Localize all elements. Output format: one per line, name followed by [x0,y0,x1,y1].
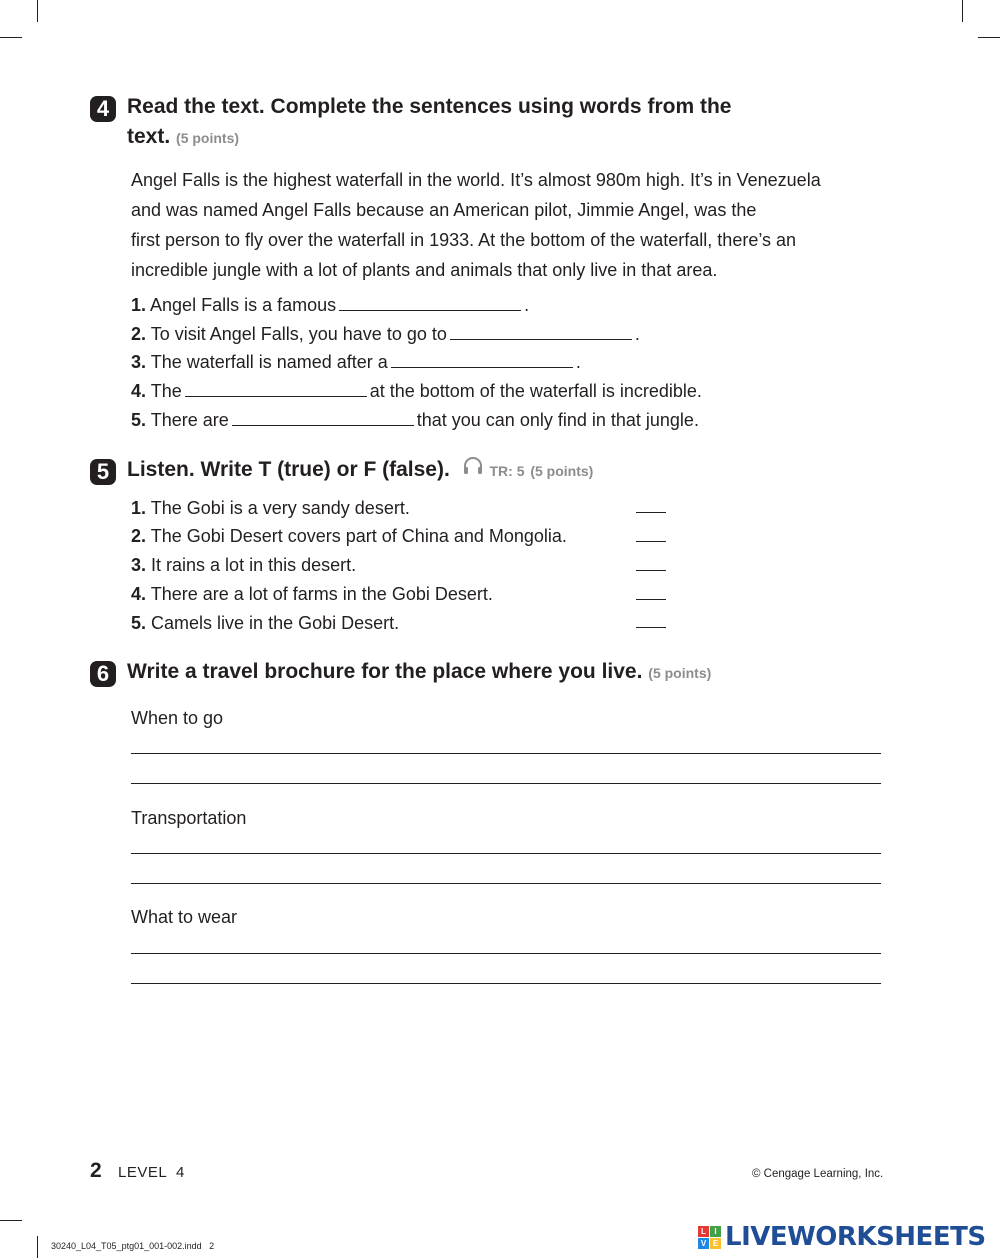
tf-answer-line[interactable] [636,599,666,600]
item-number: 4. [131,381,147,401]
writing-line[interactable] [131,853,881,854]
writing-line[interactable] [131,953,881,954]
brochure-prompt: When to go [131,708,224,728]
file-slug: 30240_L04_T05_ptg01_001-002.indd 2 [51,1241,215,1251]
tf-answer-line[interactable] [636,627,666,628]
section-number-badge: 6 [90,661,116,687]
copyright-notice: © Cengage Learning, Inc. [752,1168,884,1180]
completion-item [131,379,702,403]
passage-line: Angel Falls is the highest waterfall in the world. It’s almost 980m high. It’s in Venezuela [131,170,821,190]
section-heading [127,92,827,153]
item-text: There are [150,410,229,430]
logo-mark [698,1226,721,1249]
points-label: (5 points) [530,463,594,480]
answer-blank[interactable] [450,323,632,340]
item-number: 4. [131,584,147,604]
item-text: The waterfall is named after a [150,352,388,372]
section-number-badge: 5 [90,459,116,485]
answer-blank[interactable] [185,380,367,397]
item-text: The Gobi is a very sandy desert. [150,498,410,518]
section-number-badge: 4 [90,96,116,122]
item-text: . [524,295,530,315]
item-number: 5. [131,410,147,430]
logo-letter: V [698,1238,709,1249]
crop-mark [0,1220,22,1221]
tf-answer-line[interactable] [636,541,666,542]
writing-line[interactable] [131,983,881,984]
section-heading [127,455,593,486]
tf-item [131,496,410,520]
writing-line[interactable] [131,883,881,884]
heading-line [127,122,827,153]
item-number: 3. [131,555,147,575]
crop-mark [37,1236,38,1258]
answer-blank[interactable] [391,351,573,368]
passage-line: incredible jungle with a lot of plants and animals that only live in that area. [131,260,718,280]
item-text: There are a lot of farms in the Gobi Desert. [150,584,493,604]
writing-line[interactable] [131,753,881,754]
item-text: Angel Falls is a famous [150,295,337,315]
completion-item [131,408,699,432]
heading-text: text. [127,125,171,148]
heading-line: Read the text. Complete the sentences using words from the [127,95,732,118]
tf-item [131,611,399,635]
headphones-icon [462,455,484,486]
tf-item [131,553,356,577]
item-number: 2. [131,324,147,344]
logo-letter: E [710,1238,721,1249]
passage-line: and was named Angel Falls because an American pilot, Jimmie Angel, was the [131,200,757,220]
crop-mark [0,37,22,38]
points-label: (5 points) [176,130,240,146]
page-number: 2 [90,1159,102,1182]
heading-text: Listen. Write T (true) or F (false). [127,458,450,482]
liveworksheets-logo[interactable] [698,1222,986,1252]
track-label: TR: 5 [489,463,525,480]
writing-line[interactable] [131,783,881,784]
item-number: 1. [131,295,147,315]
crop-mark [978,37,1000,38]
logo-wordmark: LIVEWORKSHEETS [725,1222,986,1252]
brochure-prompt: What to wear [131,907,238,927]
item-text: The [150,381,182,401]
points-label: (5 points) [648,665,712,681]
answer-blank[interactable] [339,294,521,311]
item-text: It rains a lot in this desert. [151,555,357,575]
logo-letter: L [698,1226,709,1237]
item-text: . [634,324,640,344]
item-text: To visit Angel Falls, you have to go to [150,324,447,344]
item-number: 3. [131,352,147,372]
completion-item [131,350,581,374]
reading-passage [131,165,891,285]
item-number: 5. [131,613,147,633]
crop-mark [962,0,963,22]
item-text: Camels live in the Gobi Desert. [151,613,400,633]
item-text: . [575,352,581,372]
brochure-prompt: Transportation [131,808,247,828]
item-text: The Gobi Desert covers part of China and Mongolia. [150,526,567,546]
section-heading [127,657,711,688]
level-label: LEVEL 4 [118,1164,185,1181]
completion-item [131,293,529,317]
item-number: 2. [131,526,147,546]
logo-letter: I [710,1226,721,1237]
item-text: that you can only find in that jungle. [416,410,699,430]
item-text: at the bottom of the waterfall is incredible. [369,381,702,401]
answer-blank[interactable] [232,409,414,426]
passage-line: first person to fly over the waterfall in 1933. At the bottom of the waterfall, there’s an [131,230,797,250]
tf-item [131,582,493,606]
tf-answer-line[interactable] [636,512,666,513]
tf-answer-line[interactable] [636,570,666,571]
tf-item [131,524,567,548]
item-number: 1. [131,498,147,518]
crop-mark [37,0,38,22]
completion-item [131,322,640,346]
heading-text: Write a travel brochure for the place where you live. [127,660,643,683]
